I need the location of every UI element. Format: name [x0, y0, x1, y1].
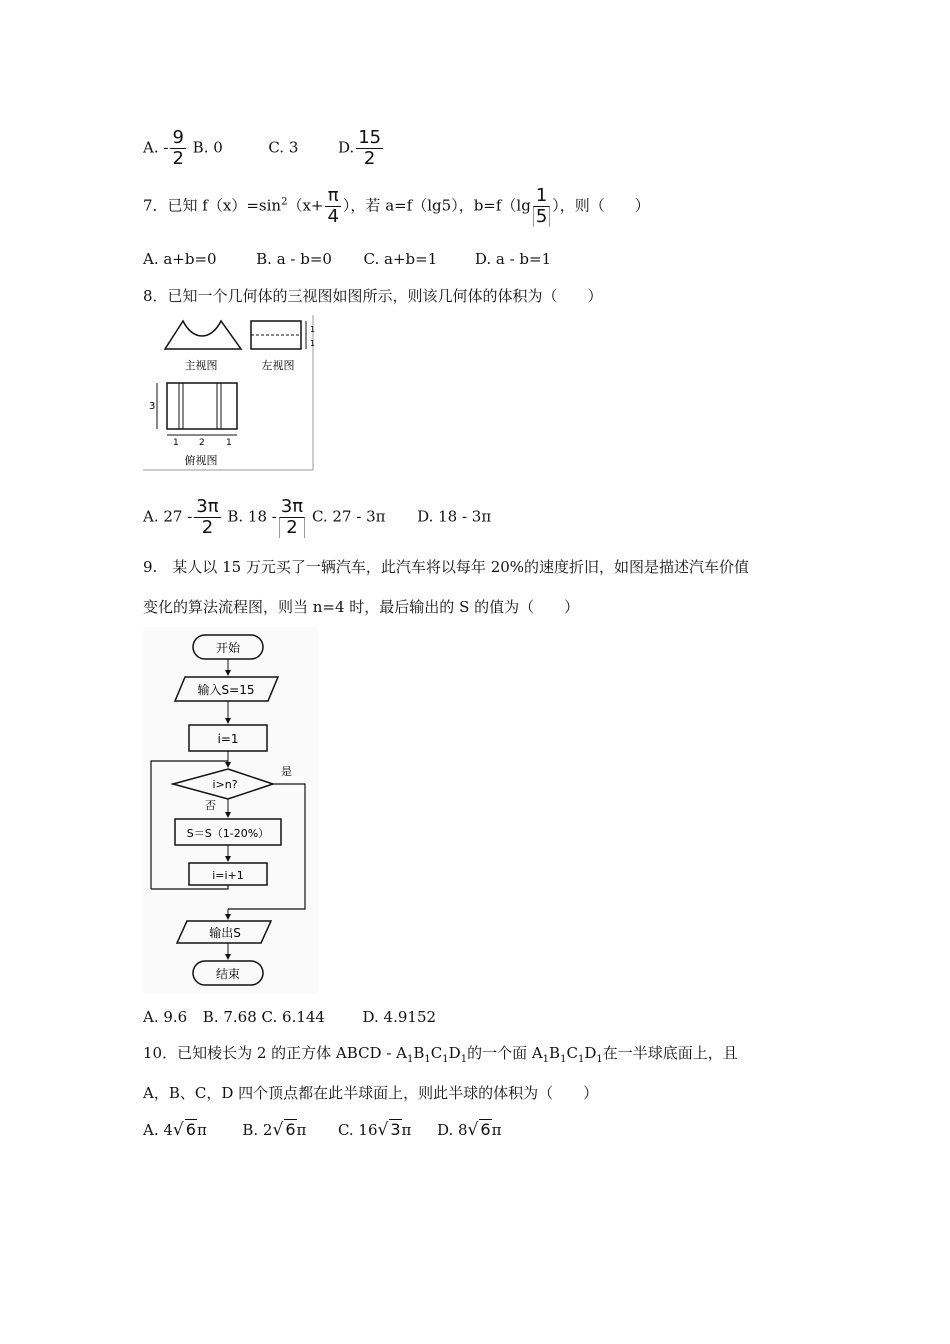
- left-view-label: 左视图: [261, 359, 295, 372]
- q9-question-line1: 9. 某人以 15 万元买了一辆汽车，此汽车将以每年 20%的速度折旧，如图是描述汽车价值: [143, 558, 750, 576]
- svg-text:1: 1: [310, 325, 315, 334]
- flow-no-label: 否: [205, 799, 216, 812]
- q8-option-d: D. 18 - 3π: [417, 507, 492, 526]
- svg-text:1: 1: [310, 339, 315, 348]
- q8-option-c: C. 27 - 3π: [311, 507, 386, 526]
- q10-option-a: A. 4√ 6π: [143, 1120, 207, 1140]
- svg-text:结束: 结束: [215, 967, 241, 981]
- q6-option-c: C. 3: [268, 138, 299, 157]
- q7-question: 7．已知 $f(x)=\sin^2(x+$ $\frac{\pi}{4}$ ），若 a=f（lg5），b=f（lg $\frac{1}{5}$ ），则（ ）: [143, 185, 650, 227]
- q8-option-b-fraction: $\frac{3\pi}{2}$: [280, 496, 304, 538]
- three-view-figure: [143, 313, 315, 471]
- q6-option-a-label: A. -: [143, 138, 169, 157]
- svg-text:i=1: i=1: [217, 732, 239, 746]
- q9-option-c: C. 6.144: [261, 1008, 325, 1026]
- q9-option-b: B. 7.68: [202, 1008, 257, 1026]
- q9-option-d: D. 4.9152: [362, 1008, 437, 1026]
- q7-option-a: A. a+b=0: [143, 250, 217, 268]
- q6-option-a-fraction: $\frac{9}{2}$: [172, 127, 184, 169]
- q7-fraction-pi-over-4: $\frac{\pi}{4}$: [327, 185, 339, 227]
- flowchart-figure: [143, 627, 318, 994]
- q10-option-d: D. 8√ 6π: [436, 1120, 502, 1140]
- svg-text:1: 1: [173, 438, 179, 448]
- q9-question-line2: 变化的算法流程图，则当 n=4 时，最后输出的 S 的值为（ ）: [143, 598, 580, 616]
- q6-option-b: B. 0: [192, 138, 223, 157]
- top-view-label: 俯视图: [184, 454, 218, 467]
- svg-text:3: 3: [149, 401, 156, 412]
- q10-question-line2: A，B、C，D 四个顶点都在此半球面上，则此半球的体积为（ ）: [143, 1084, 599, 1102]
- svg-text:1: 1: [226, 438, 232, 448]
- q8-option-b-label: B. 18 -: [227, 507, 277, 526]
- q6-options: [143, 128, 385, 169]
- q8-question: 8．已知一个几何体的三视图如图所示，则该几何体的体积为（ ）: [143, 287, 603, 305]
- svg-text:开始: 开始: [215, 641, 241, 655]
- q6-option-d-fraction: $\frac{15}{2}$: [358, 127, 382, 169]
- q7-fraction-one-fifth: $\frac{1}{5}$: [533, 186, 550, 227]
- q9-options: [143, 1007, 436, 1027]
- svg-text:i>n?: i>n?: [212, 778, 238, 791]
- q10-option-c: C. 16√ 3π: [337, 1120, 412, 1140]
- front-view-label: 主视图: [184, 359, 218, 372]
- q10-option-b: B. 2√ 6π: [242, 1120, 307, 1140]
- svg-text:i=i+1: i=i+1: [212, 869, 244, 882]
- svg-text:输入S=15: 输入S=15: [197, 683, 255, 697]
- q9-option-a: A. 9.6: [143, 1008, 188, 1026]
- q8-option-a-fraction: $\frac{3\pi}{2}$: [196, 496, 219, 538]
- q7-option-b: B. a - b=0: [256, 250, 332, 268]
- q6-option-d-label: D.: [337, 138, 355, 157]
- svg-text:2: 2: [199, 438, 205, 448]
- q7-options: [143, 249, 551, 269]
- flow-yes-label: 是: [281, 765, 292, 778]
- q7-option-c: C. a+b=1: [363, 250, 438, 268]
- svg-text:S＝S（1-20%）: S＝S（1-20%）: [186, 827, 270, 840]
- q8-options: [143, 497, 491, 538]
- q10-options: [143, 1119, 501, 1140]
- svg-text:输出S: 输出S: [209, 926, 241, 940]
- q7-option-d: D. a - b=1: [474, 250, 552, 268]
- q10-question-line1: 10．已知棱长为 2 的正方体 ABCD - $A_1B_1C_1D_1$的一个面 $A_1B_1C_1D_1$在一半球底面上，且: [143, 1044, 738, 1065]
- q8-option-a-label: A. 27 -: [143, 507, 193, 526]
